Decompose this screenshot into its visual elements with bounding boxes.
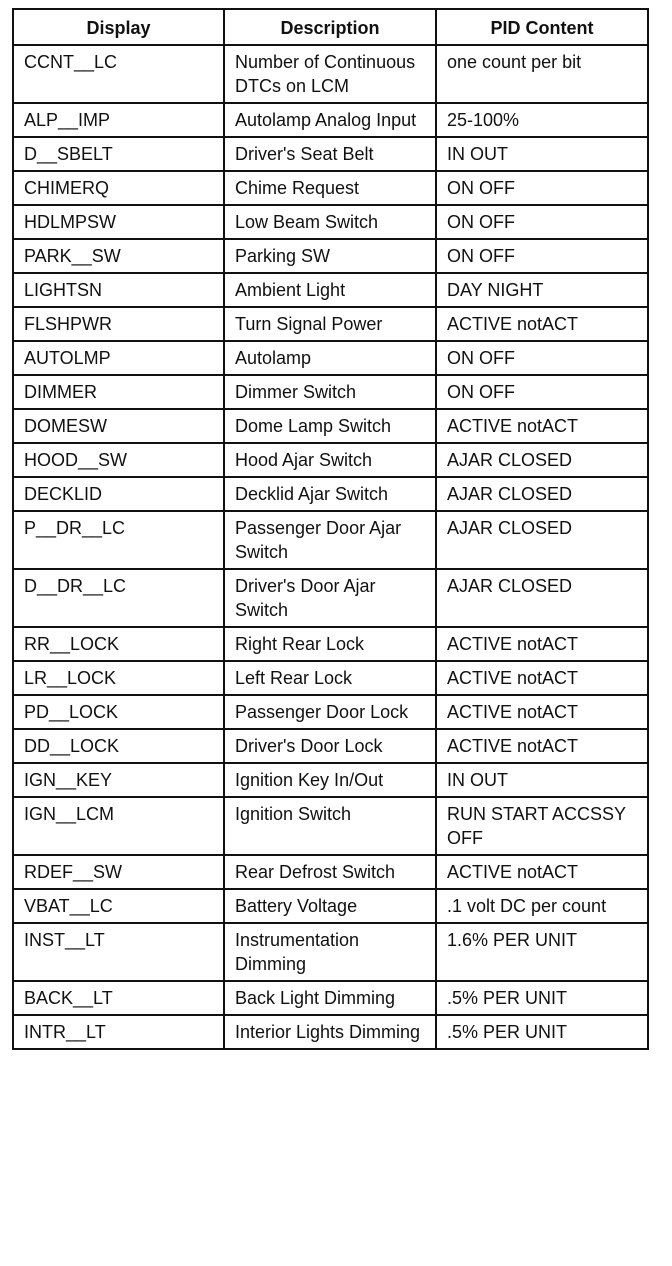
table-row <box>13 239 648 273</box>
cell-display: VBAT__LC <box>13 889 224 923</box>
cell-display: AUTOLMP <box>13 341 224 375</box>
cell-pid-content: 25-100% <box>436 103 648 137</box>
cell-pid-content: IN OUT <box>436 763 648 797</box>
cell-pid-content: ON OFF <box>436 341 648 375</box>
cell-display: D__DR__LC <box>13 569 224 627</box>
cell-description: Turn Signal Power <box>224 307 436 341</box>
table-body <box>13 45 648 1049</box>
table-row <box>13 443 648 477</box>
cell-pid-content: ACTIVE notACT <box>436 661 648 695</box>
cell-description: Low Beam Switch <box>224 205 436 239</box>
cell-description: Autolamp Analog Input <box>224 103 436 137</box>
cell-description: Back Light Dimming <box>224 981 436 1015</box>
cell-display: DOMESW <box>13 409 224 443</box>
cell-description: Ambient Light <box>224 273 436 307</box>
cell-display: DD__LOCK <box>13 729 224 763</box>
table-row <box>13 341 648 375</box>
cell-display: IGN__LCM <box>13 797 224 855</box>
cell-pid-content: ON OFF <box>436 205 648 239</box>
cell-display: CHIMERQ <box>13 171 224 205</box>
table-row <box>13 45 648 103</box>
pid-table-container <box>12 8 647 1050</box>
cell-pid-content: AJAR CLOSED <box>436 443 648 477</box>
table-row <box>13 137 648 171</box>
table-row <box>13 763 648 797</box>
table-row <box>13 889 648 923</box>
cell-display: CCNT__LC <box>13 45 224 103</box>
cell-pid-content: AJAR CLOSED <box>436 511 648 569</box>
cell-display: LIGHTSN <box>13 273 224 307</box>
cell-display: FLSHPWR <box>13 307 224 341</box>
cell-display: BACK__LT <box>13 981 224 1015</box>
cell-pid-content: ACTIVE notACT <box>436 307 648 341</box>
header-display: Display <box>13 9 224 45</box>
table-row <box>13 923 648 981</box>
table-row <box>13 307 648 341</box>
table-row <box>13 205 648 239</box>
cell-display: ALP__IMP <box>13 103 224 137</box>
table-row <box>13 695 648 729</box>
cell-pid-content: DAY NIGHT <box>436 273 648 307</box>
cell-description: Passenger Door Lock <box>224 695 436 729</box>
cell-pid-content: AJAR CLOSED <box>436 477 648 511</box>
cell-description: Interior Lights Dimming <box>224 1015 436 1049</box>
cell-description: Autolamp <box>224 341 436 375</box>
cell-display: P__DR__LC <box>13 511 224 569</box>
cell-pid-content: .5% PER UNIT <box>436 981 648 1015</box>
cell-display: IGN__KEY <box>13 763 224 797</box>
cell-display: DECKLID <box>13 477 224 511</box>
cell-pid-content: 1.6% PER UNIT <box>436 923 648 981</box>
cell-description: Passenger Door Ajar Switch <box>224 511 436 569</box>
cell-display: HDLMPSW <box>13 205 224 239</box>
cell-description: Ignition Key In/Out <box>224 763 436 797</box>
cell-pid-content: ON OFF <box>436 171 648 205</box>
table-row <box>13 855 648 889</box>
cell-description: Left Rear Lock <box>224 661 436 695</box>
cell-pid-content: .5% PER UNIT <box>436 1015 648 1049</box>
cell-description: Right Rear Lock <box>224 627 436 661</box>
cell-pid-content: ACTIVE notACT <box>436 695 648 729</box>
cell-display: RDEF__SW <box>13 855 224 889</box>
table-row <box>13 511 648 569</box>
cell-display: DIMMER <box>13 375 224 409</box>
table-row <box>13 661 648 695</box>
cell-description: Decklid Ajar Switch <box>224 477 436 511</box>
cell-description: Ignition Switch <box>224 797 436 855</box>
table-row <box>13 729 648 763</box>
cell-description: Number of Continuous DTCs on LCM <box>224 45 436 103</box>
cell-description: Instrumentation Dimming <box>224 923 436 981</box>
table-row <box>13 273 648 307</box>
table-header-row <box>13 9 648 45</box>
cell-pid-content: .1 volt DC per count <box>436 889 648 923</box>
cell-pid-content: ON OFF <box>436 375 648 409</box>
cell-description: Dimmer Switch <box>224 375 436 409</box>
table-row <box>13 375 648 409</box>
header-description: Description <box>224 9 436 45</box>
cell-pid-content: ACTIVE notACT <box>436 855 648 889</box>
cell-description: Driver's Door Lock <box>224 729 436 763</box>
cell-pid-content: ACTIVE notACT <box>436 409 648 443</box>
cell-description: Driver's Door Ajar Switch <box>224 569 436 627</box>
table-row <box>13 171 648 205</box>
table-row <box>13 477 648 511</box>
cell-pid-content: IN OUT <box>436 137 648 171</box>
cell-display: HOOD__SW <box>13 443 224 477</box>
cell-pid-content: ON OFF <box>436 239 648 273</box>
cell-display: PD__LOCK <box>13 695 224 729</box>
cell-pid-content: AJAR CLOSED <box>436 569 648 627</box>
cell-description: Parking SW <box>224 239 436 273</box>
cell-display: INTR__LT <box>13 1015 224 1049</box>
cell-pid-content: one count per bit <box>436 45 648 103</box>
header-pid-content: PID Content <box>436 9 648 45</box>
cell-description: Dome Lamp Switch <box>224 409 436 443</box>
table-row <box>13 103 648 137</box>
table-row <box>13 569 648 627</box>
cell-description: Rear Defrost Switch <box>224 855 436 889</box>
cell-display: INST__LT <box>13 923 224 981</box>
cell-pid-content: ACTIVE notACT <box>436 729 648 763</box>
cell-pid-content: ACTIVE notACT <box>436 627 648 661</box>
pid-table <box>12 8 649 1050</box>
cell-description: Battery Voltage <box>224 889 436 923</box>
cell-description: Driver's Seat Belt <box>224 137 436 171</box>
cell-display: LR__LOCK <box>13 661 224 695</box>
cell-display: D__SBELT <box>13 137 224 171</box>
cell-description: Hood Ajar Switch <box>224 443 436 477</box>
table-row <box>13 981 648 1015</box>
table-row <box>13 627 648 661</box>
cell-description: Chime Request <box>224 171 436 205</box>
cell-pid-content: RUN START ACCSSY OFF <box>436 797 648 855</box>
table-row <box>13 1015 648 1049</box>
table-row <box>13 409 648 443</box>
table-row <box>13 797 648 855</box>
cell-display: RR__LOCK <box>13 627 224 661</box>
cell-display: PARK__SW <box>13 239 224 273</box>
